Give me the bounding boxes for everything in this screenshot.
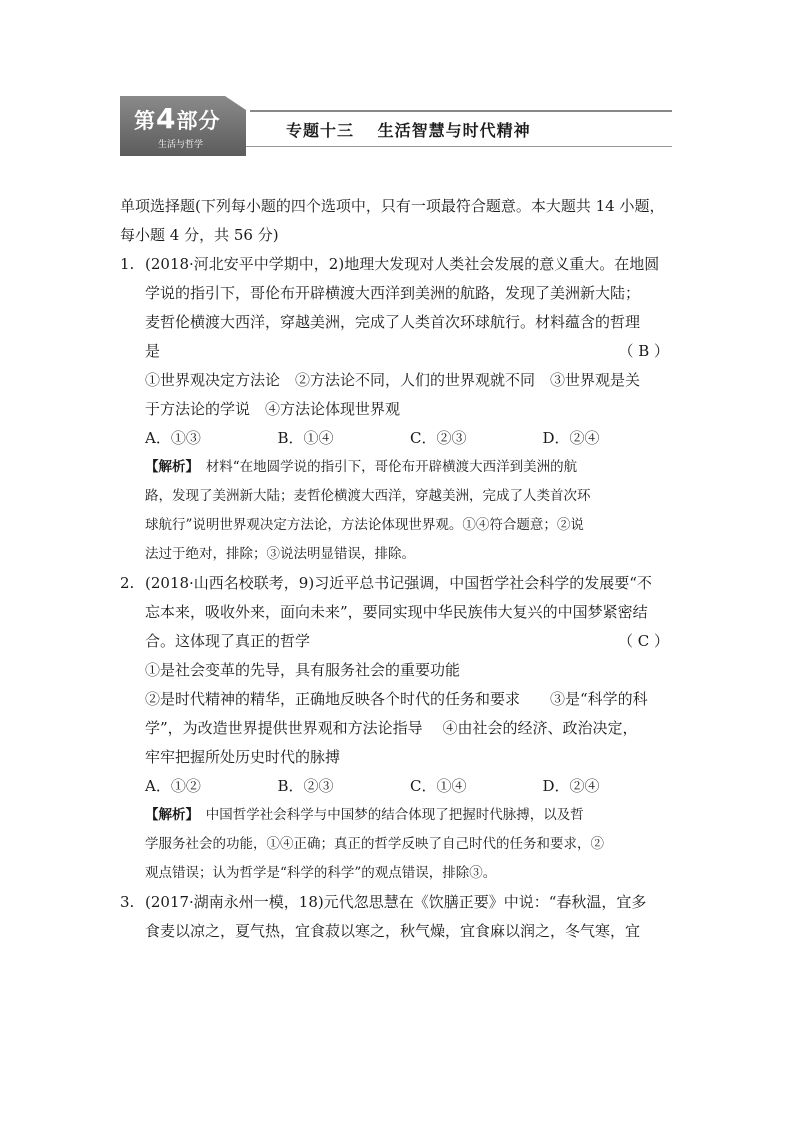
analysis-line: 学服务社会的功能，①④正确；真正的哲学反映了自己时代的任务和要求，② xyxy=(145,836,604,852)
question-line: 合。这体现了真正的哲学 （ C ） xyxy=(120,627,675,656)
question-number: 1. xyxy=(120,255,135,273)
question-line: 食麦以凉之，夏气热，宜食菽以寒之，秋气燥，宜食麻以润之，冬气寒，宜 xyxy=(145,922,641,940)
option-c: C．②③ xyxy=(410,429,467,447)
answer-key: （ C ） xyxy=(617,632,669,650)
question-number: 3. xyxy=(120,893,135,911)
statement-line: 学”，为改造世界提供世界观和方法论指导 ④由社会的经济、政治决定， xyxy=(145,719,638,737)
analysis-tag: 【解析】 xyxy=(145,459,193,475)
question-line: 忘本来，吸收外来，面向未来”，要同实现中华民族伟大复兴的中国梦紧密结 xyxy=(145,603,648,621)
option-d: D．②④ xyxy=(542,777,600,795)
question-3 xyxy=(120,888,675,946)
option-b: B．②③ xyxy=(277,777,334,795)
analysis-line: 路，发现了美洲新大陆；麦哲伦横渡大西洋，穿越美洲，完成了人类首次环 xyxy=(145,488,591,504)
question-line: 1. (2018·河北安平中学期中，2)地理大发现对人类社会发展的意义重大。在地圆 xyxy=(120,250,675,279)
analysis-line: 【解析】 中国哲学社会科学与中国梦的结合体现了把握时代脉搏，以及哲 xyxy=(145,807,584,823)
question-2 xyxy=(120,569,675,888)
analysis-line: 观点错误；认为哲学是“科学的科学”的观点错误，排除③。 xyxy=(145,865,497,881)
question-line: 麦哲伦横渡大西洋，穿越美洲，完成了人类首次环球航行。材料蕴含的哲理 xyxy=(145,313,641,331)
option-a: A．①③ xyxy=(145,429,201,447)
analysis-line: 【解析】 材料“在地圆学说的指引下，哥伦布开辟横渡大西洋到美洲的航 xyxy=(145,459,578,475)
part-title: 第4部分 xyxy=(134,102,221,135)
analysis-line: 法过于绝对，排除；③说法明显错误，排除。 xyxy=(145,546,415,562)
options-row xyxy=(120,772,675,801)
options-row xyxy=(120,424,675,453)
answer-key: （ B ） xyxy=(618,342,669,360)
question-line: 2. (2018·山西名校联考，9)习近平总书记强调，中国哲学社会科学的发展要“不 xyxy=(120,569,675,598)
header-rule-top xyxy=(250,110,672,112)
option-c: C．①④ xyxy=(410,777,467,795)
question-1 xyxy=(120,250,675,569)
statement-line: ②是时代精神的精华，正确地反映各个时代的任务和要求 ③是“科学的科 xyxy=(145,690,648,708)
analysis-tag: 【解析】 xyxy=(145,807,193,823)
statement-line: ①世界观决定方法论 ②方法论不同，人们的世界观就不同 ③世界观是关 xyxy=(145,371,641,389)
question-line: 3. (2017·湖南永州一模，18)元代忽思慧在《饮膳正要》中说：“春秋温，宜多 xyxy=(120,888,675,917)
question-line: 是 （ B ） xyxy=(120,337,675,366)
option-d: D．②④ xyxy=(542,429,600,447)
question-line: 学说的指引下，哥伦布开辟横渡大西洋到美洲的航路，发现了美洲新大陆； xyxy=(145,284,641,302)
statement-line: 于方法论的学说 ④方法论体现世界观 xyxy=(145,400,401,418)
page-content xyxy=(120,192,675,946)
part-subtitle: 生活与哲学 xyxy=(158,140,204,150)
instruction-line: 每小题 4 分，共 56 分) xyxy=(120,226,279,244)
header-rule-bottom xyxy=(246,146,672,147)
topic-title: 专题十三 生活智慧与时代精神 xyxy=(286,121,531,140)
badge-corner xyxy=(225,96,246,110)
option-a: A．①② xyxy=(145,777,201,795)
chapter-header xyxy=(120,96,672,158)
statement-line: 牢牢把握所处历史时代的脉搏 xyxy=(145,748,341,766)
instruction-line: 单项选择题(下列每小题的四个选项中，只有一项最符合题意。本大题共 14 小题， xyxy=(120,197,665,215)
analysis-line: 球航行”说明世界观决定方法论，方法论体现世界观。①④符合题意；②说 xyxy=(145,517,584,533)
statement-line: ①是社会变革的先导，具有服务社会的重要功能 xyxy=(145,661,461,679)
option-b: B．①④ xyxy=(277,429,334,447)
question-number: 2. xyxy=(120,574,135,592)
